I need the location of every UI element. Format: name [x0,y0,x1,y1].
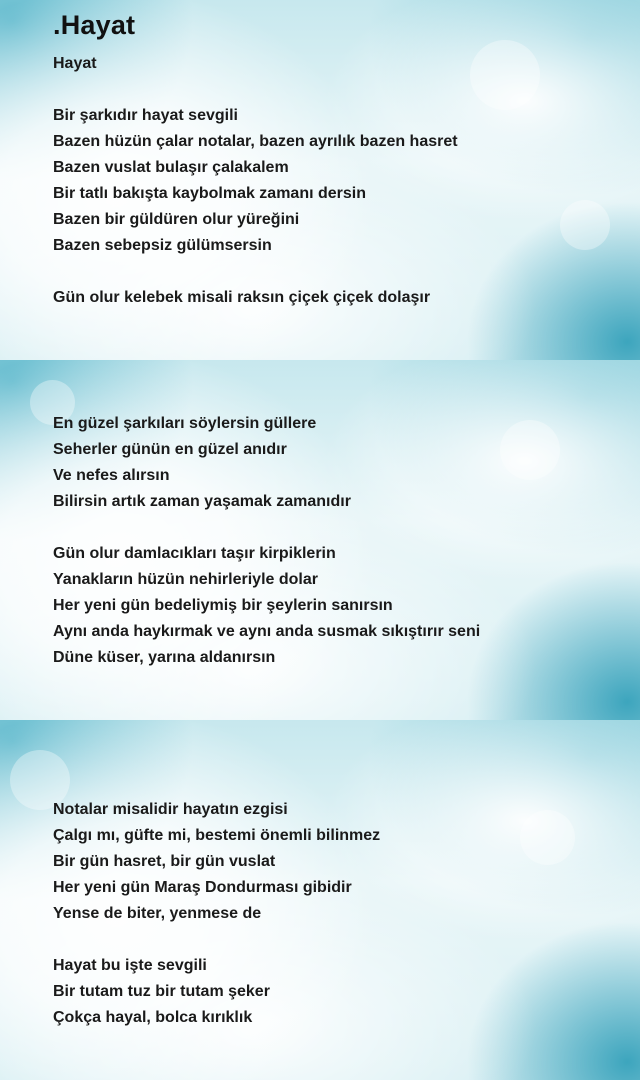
poem-line: Gün olur kelebek misali raksın çiçek çiçek dolaşır [53,289,431,306]
poem-line: Bir tatlı bakışta kaybolmak zamanı dersin [53,185,367,202]
poem-line: Çokça hayal, bolca kırıklık [53,1009,253,1026]
poem-line: Her yeni gün Maraş Dondurması gibidir [53,879,352,896]
poem-title: .Hayat [53,10,136,40]
bokeh-decoration [520,810,575,865]
background-panel-3 [0,720,640,1080]
poem-line: Bazen sebepsiz gülümsersin [53,237,272,254]
poem-line: Düne küser, yarına aldanırsın [53,649,276,666]
poem-line: Bazen bir güldüren olur yüreğini [53,211,300,228]
poem-line: Aynı anda haykırmak ve aynı anda susmak sıkıştırır seni [53,623,481,640]
bokeh-decoration [470,40,540,110]
poem-line: Bir şarkıdır hayat sevgili [53,107,238,124]
poem-line: Gün olur damlacıkları taşır kirpiklerin [53,545,336,562]
bokeh-decoration [500,420,560,480]
poem-line: Seherler günün en güzel anıdır [53,441,287,458]
poem-line: Her yeni gün bedeliymiş bir şeylerin sanırsın [53,597,393,614]
poem-line: Bir gün hasret, bir gün vuslat [53,853,276,870]
poem-line: En güzel şarkıları söylersin güllere [53,415,317,432]
poem-line: Çalgı mı, güfte mi, bestemi önemli bilinmez [53,827,381,844]
poem-line: Yanakların hüzün nehirleriyle dolar [53,571,318,588]
poem-line: Hayat bu işte sevgili [53,957,207,974]
background-panel-2 [0,360,640,720]
bokeh-decoration [560,200,610,250]
poem-line: Yense de biter, yenmese de [53,905,262,922]
poem-line: Ve nefes alırsın [53,467,170,484]
background-panel-1 [0,0,640,360]
poem-subtitle: Hayat [53,55,97,72]
poem-line: Notalar misalidir hayatın ezgisi [53,801,288,818]
poem-line: Bir tutam tuz bir tutam şeker [53,983,270,1000]
poem-line: Bilirsin artık zaman yaşamak zamanıdır [53,493,351,510]
poem-line: Bazen vuslat bulaşır çalakalem [53,159,289,176]
poem-line: Bazen hüzün çalar notalar, bazen ayrılık bazen hasret [53,133,458,150]
